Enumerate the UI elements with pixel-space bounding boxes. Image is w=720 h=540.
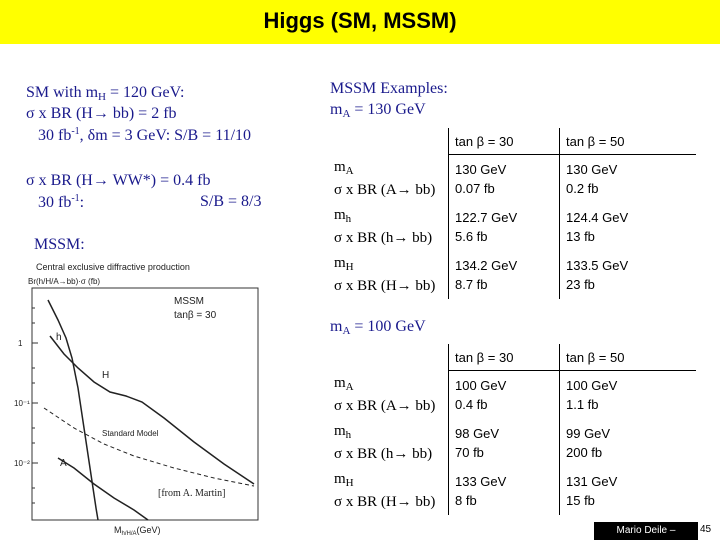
cell-text: 200 fb [566,445,603,460]
label-sm: Standard Model [102,429,159,438]
cell-text: m [334,471,346,487]
col-header-tan50: tan β = 50 [560,344,697,371]
cell-text: σ x BR (h→ bb) [334,230,433,246]
table-cell [449,419,560,467]
ww-sb: S/B = 8/3 [200,193,262,210]
plot-xlabel: $M_{h/H/A}(GeV)$ [114,525,161,537]
label-h: h [56,332,62,343]
cell-text: σ x BR (A→ bb) [334,181,436,198]
cell-text: σ x BR (h→ bb) [334,446,433,462]
cell-text: 13 fb [566,229,595,244]
label-A: A [60,458,67,469]
cell-text: 98 GeV [455,426,500,441]
tick-label: 1 [18,339,23,348]
cell-text: 100 GeV [455,378,507,393]
plot-ylabel: Br(h/H/A→bb)·σ (fb) [28,277,101,286]
cell-text: 70 fb [455,445,484,460]
sm-line-3: 30 $fb^{-1}$, δm = 3 GeV: S/B = 11/10 [38,126,252,144]
sm-line-2: σ x BR (H→ bb) = 2 fb [26,105,177,122]
cell-text: 99 GeV [566,426,611,441]
ma130-heading: $m_A = 130$ GeV [330,101,426,120]
footer-author: Mario Deile – [594,522,698,540]
table-cell [449,467,560,515]
cell-text: 8.7 fb [455,277,488,292]
table-cell [560,419,697,467]
table-cell [560,251,697,299]
cell-text: m [334,255,346,271]
slide-title: Higgs (SM, MSSM) [263,8,457,33]
cell-text: H [345,261,354,273]
table-cell [328,128,449,155]
col-header-tan50: tan β = 50 [560,128,697,155]
plot-title: Central exclusive diffractive production [36,262,190,272]
cell-text: 133.5 GeV [566,258,629,273]
cell-text: 23 fb [566,277,595,292]
table-cell [449,155,560,204]
table-cell [328,203,449,251]
cell-text: 0.2 fb [566,181,599,196]
cell-text: 100 GeV [566,378,618,393]
cell-text: h [345,213,352,225]
cell-text: 122.7 GeV [455,210,518,225]
cell-text: H [345,477,354,489]
cell-text: A [345,380,354,393]
sm-line-1: SM with $m_H = 120$ GeV: [26,84,185,103]
cell-text: σ x BR (A→ bb) [334,397,436,414]
cell-text: 133 GeV [455,474,507,489]
cell-text: 5.6 fb [455,229,488,244]
cell-text: σ x BR (H→ bb) [334,278,436,294]
table-cell [328,419,449,467]
table-cell [328,467,449,515]
cell-text: A [345,164,354,177]
table-cell [449,251,560,299]
table-cell [328,371,449,420]
plot-legend-1: MSSM [174,296,204,307]
tick-label: 10⁻² [14,459,30,468]
ma100-heading: $m_A = 100$ GeV [330,318,426,337]
table-row [328,251,696,299]
cell-text: m [334,374,346,391]
mssm-label: MSSM: [34,236,85,253]
label-H: H [102,370,110,381]
cell-text: 130 GeV [566,162,618,177]
table-cell [328,155,449,204]
plot-credit: [from A. Martin] [158,488,226,499]
table-row [328,419,696,467]
table-row [328,203,696,251]
col-header-tan30: tan β = 30 [449,344,560,371]
cell-text: 15 fb [566,493,595,508]
cell-text: 1.1 fb [566,397,599,412]
table-row [328,155,696,204]
cell-text: 124.4 GeV [566,210,629,225]
cell-text: m [334,207,346,223]
plot-legend-2: tanβ = 30 [174,310,217,321]
diffractive-plot [14,258,276,538]
table-ma130 [328,128,696,299]
table-row [328,371,696,420]
cell-text: m [334,158,346,175]
mssm-examples-heading: MSSM Examples: [330,80,448,97]
page-number: 45 [700,524,712,535]
cell-text: 131 GeV [566,474,618,489]
cell-text: m [334,423,346,439]
table-cell [560,203,697,251]
ww-line-2: 30 $fb^{-1}$: [38,193,85,211]
table-cell [560,371,697,420]
table-cell [449,203,560,251]
tick-label: 10⁻¹ [14,399,30,408]
col-header-tan30: tan β = 30 [449,128,560,155]
table-cell [560,155,697,204]
cell-text: 0.07 fb [455,181,495,196]
cell-text: 130 GeV [455,162,507,177]
table-cell [328,251,449,299]
table-ma100 [328,344,696,515]
table-cell [449,371,560,420]
cell-text: 8 fb [455,493,477,508]
cell-text: 134.2 GeV [455,258,518,273]
table-cell [328,344,449,371]
table-cell [560,467,697,515]
cell-text: σ x BR (H→ bb) [334,494,436,510]
cell-text: 0.4 fb [455,397,488,412]
cell-text: h [345,429,352,441]
ww-line-1: σ x BR (H→ WW*) = 0.4 fb [26,172,211,189]
table-row [328,467,696,515]
